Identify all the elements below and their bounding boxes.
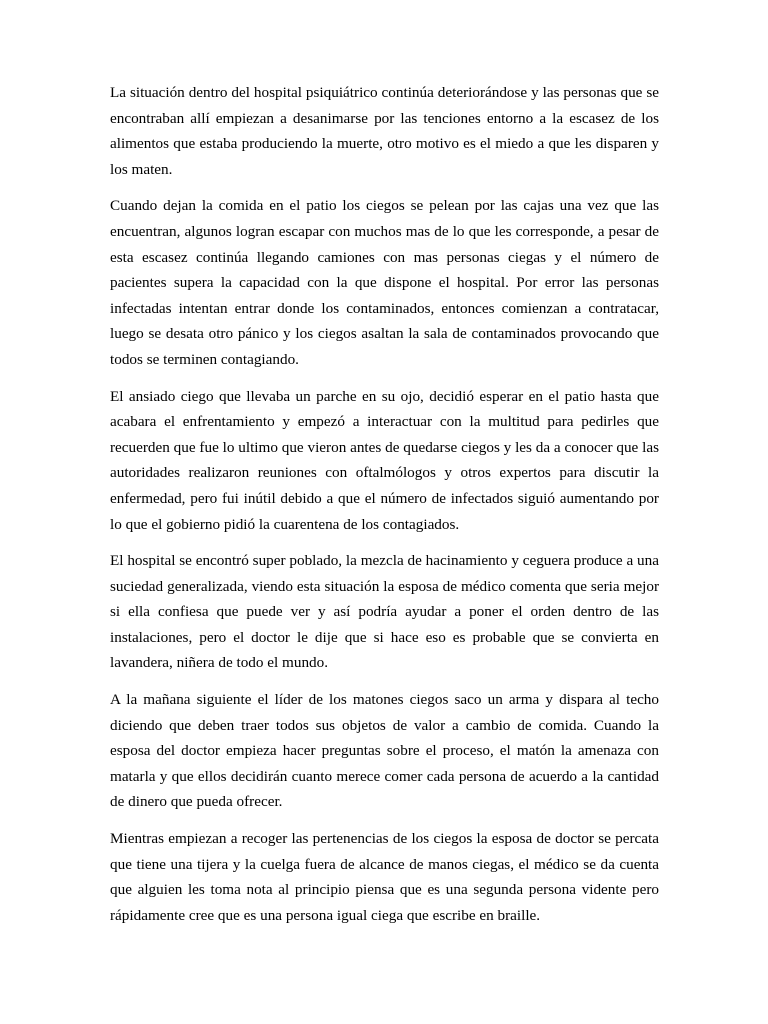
paragraph-6: Mientras empiezan a recoger las pertenencias de los ciegos la esposa de doctor se percata que tiene una tijera y la cuelga fuera de alcance de manos ciegas, el médico se da cuenta que alguien les toma nota al principio piensa que es una segunda persona vidente pero rápidamente cree que es una persona igual ciega que escribe en braille.: [110, 830, 659, 924]
paragraph-2: Cuando dejan la comida en el patio los ciegos se pelean por las cajas una vez que las encuentran, algunos logran escapar con muchos mas de lo que les corresponde, a pesar de esta escasez continúa llegando camiones con mas personas ciegas y el número de pacientes supera la capacidad con la que dispone el hospital. Por error las personas infectadas intentan entrar donde los contaminados, entonces comienzan a contratacar, luego se desata otro pánico y los ciegos asaltan la sala de contaminados provocando que todos se terminen contagiando.: [110, 197, 659, 368]
paragraph-5: A la mañana siguiente el líder de los matones ciegos saco un arma y dispara al techo diciendo que deben traer todos sus objetos de valor a cambio de comida. Cuando la esposa del doctor empieza hacer preguntas sobre el proceso, el matón la amenaza con matarla y que ellos decidirán cuanto merece comer cada persona de acuerdo a la cantidad de dinero que pueda ofrecer.: [110, 691, 659, 811]
paragraph-1: La situación dentro del hospital psiquiátrico continúa deteriorándose y las personas que se encontraban allí empiezan a desanimarse por las tenciones entorno a la escasez de los alimentos que estaba produciendo la muerte, otro motivo es el miedo a que les disparen y los maten.: [110, 84, 659, 178]
paragraph-3: El ansiado ciego que llevaba un parche en su ojo, decidió esperar en el patio hasta que acabara el enfrentamiento y empezó a interactuar con la multitud para pedirles que recuerden que fue lo ultimo que vieron antes de quedarse ciegos y les da a conocer que las autoridades realizaron reuniones con oftalmólogos y otros expertos para discutir la enfermedad, pero fui inútil debido a que el número de infectados siguió aumentando por lo que el gobierno pidió la cuarentena de los contagiados.: [110, 387, 659, 533]
paragraph-4: El hospital se encontró super poblado, la mezcla de hacinamiento y ceguera produce a una suciedad generalizada, viendo esta situación la esposa de médico comenta que seria mejor si ella confiesa que puede ver y así podría ayudar a poner el orden dentro de las instalaciones, pero el doctor le dije que si hace eso es probable que se convierta en lavandera, niñera de todo el mundo.: [110, 552, 659, 672]
